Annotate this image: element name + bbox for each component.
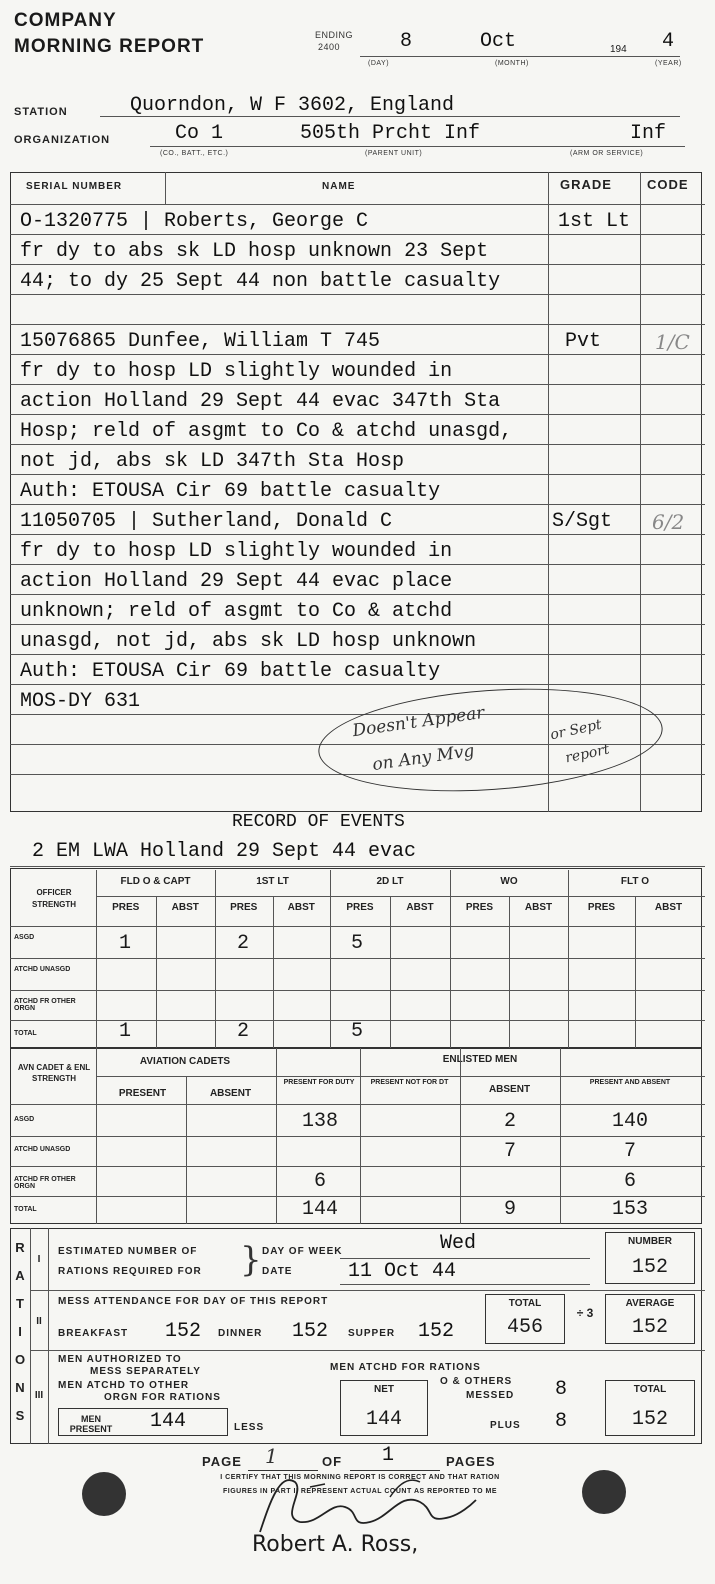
record-of-events-title: RECORD OF EVENTS (232, 812, 405, 832)
year-prefix: 194 (610, 44, 627, 55)
entry-2-header: 15076865 Dunfee, William T 745 (20, 330, 381, 353)
men-atchd-rations-label: MEN ATCHD FOR RATIONS (330, 1362, 481, 1373)
enlisted-row-label: TOTAL (14, 1206, 37, 1213)
enl-asgd-pfd: 138 (301, 1110, 338, 1133)
rations-side-letter: T (16, 1296, 24, 1311)
rations-roman-2: II (36, 1316, 42, 1327)
month-caption: (MONTH) (495, 60, 529, 67)
plus-value: 8 (555, 1410, 568, 1433)
enlisted-row-label: ASGD (14, 1116, 35, 1123)
page-number: 1 (265, 1444, 278, 1468)
ruled-line (10, 234, 705, 235)
breakfast-value: 152 (165, 1320, 202, 1343)
co-caption: (CO., BATT., ETC.) (160, 150, 229, 157)
others-value: 8 (555, 1378, 568, 1401)
avn-enl-label: AVN CADET & ENL STRENGTH (17, 1063, 91, 1083)
enl-unasgd-pa: 7 (623, 1140, 636, 1163)
mess-total-label: TOTAL (508, 1298, 542, 1309)
enlisted-men-label: ENLISTED MEN (442, 1054, 518, 1065)
avn-absent-label: ABSENT (209, 1088, 252, 1099)
pres-label: PRES (230, 902, 258, 913)
pres-label: PRES (112, 902, 140, 913)
plus-label: PLUS (490, 1420, 521, 1431)
day-of-week-label: DAY OF WEEK (262, 1246, 343, 1257)
rations-side-letter: I (18, 1324, 22, 1339)
officer-group-2: 2D LT (376, 876, 404, 887)
entry-2-line-3: Hosp; reld of asgmt to Co & atchd unasgd, (20, 420, 513, 443)
divide-by-three: ÷ 3 (576, 1306, 594, 1320)
average-value: 152 (631, 1316, 668, 1339)
certify-line-2: FIGURES IN PART II REPRESENT ACTUAL COUNT AS REPORTED TO ME (223, 1488, 497, 1495)
ruled-line (10, 414, 705, 415)
punch-hole-left (82, 1472, 126, 1516)
men-atchd-label-2: ORGN FOR RATIONS (104, 1392, 221, 1403)
mess-attendance-label: MESS ATTENDANCE FOR DAY OF THIS REPORT (58, 1296, 329, 1307)
ruled-line (10, 264, 705, 265)
ruled-line (10, 594, 705, 595)
ruled-line (10, 654, 705, 655)
ruled-line (10, 354, 705, 355)
present-for-duty-label: PRESENT FOR DUTY (283, 1079, 355, 1086)
station-label: STATION (14, 106, 68, 118)
ruled-line (10, 384, 705, 385)
number-value: 152 (631, 1256, 668, 1279)
entry-3-line-1: fr dy to hosp LD slightly wounded in (20, 540, 453, 563)
certify-line-1: I CERTIFY THAT THIS MORNING REPORT IS CORRECT AND THAT RATION (220, 1474, 500, 1481)
note-line-2: on Any Mvg (371, 740, 476, 776)
arm-value: Inf (630, 122, 667, 145)
ruled-line (10, 444, 705, 445)
day-caption: (DAY) (368, 60, 390, 67)
officer-group-3: WO (500, 876, 518, 887)
abst-label: ABST (524, 902, 553, 913)
officer-row-label: ASGD (14, 934, 35, 941)
form-title-line2: MORNING REPORT (14, 36, 205, 57)
ruled-line (10, 564, 705, 565)
entry-1-line-2: 44; to dy 25 Sept 44 non battle casualty (20, 270, 501, 293)
ruled-line (10, 624, 705, 625)
rations-side-letter: O (14, 1352, 26, 1367)
officer-group-0: FLD O & CAPT (120, 876, 191, 887)
officer-asgd-2lt: 5 (350, 932, 363, 955)
abst-label: ABST (287, 902, 315, 913)
pres-label: PRES (587, 902, 616, 913)
aviation-cadets-label: AVIATION CADETS (139, 1056, 231, 1067)
number-label: NUMBER (628, 1236, 672, 1247)
average-label: AVERAGE (625, 1298, 675, 1309)
enl-total-abs: 9 (503, 1198, 516, 1221)
enl-asgd-abs: 2 (503, 1110, 516, 1133)
enl-unasgd-abs: 7 (503, 1140, 516, 1163)
entry-1-line-1: fr dy to abs sk LD hosp unknown 23 Sept (20, 240, 489, 263)
less-label: LESS (234, 1422, 265, 1433)
pres-label: PRES (346, 902, 374, 913)
enl-other-pa: 6 (623, 1170, 636, 1193)
officer-total-1lt: 2 (236, 1020, 249, 1043)
mess-total-value: 456 (506, 1316, 543, 1339)
estimated-label-1: ESTIMATED NUMBER OF (58, 1246, 198, 1257)
officer-asgd-fld: 1 (118, 932, 131, 955)
of-label: OF (322, 1454, 343, 1469)
avn-present-label: PRESENT (118, 1088, 167, 1099)
rations-roman-3: III (34, 1390, 44, 1401)
entry-1-header: O-1320775 | Roberts, George C (20, 210, 369, 233)
rations-side-letter: S (15, 1408, 25, 1423)
note-line-1: Doesn't Appear (351, 702, 486, 742)
entry-2-line-4: not jd, abs sk LD 347th Sta Hosp (20, 450, 405, 473)
col-name: NAME (322, 181, 356, 192)
abst-label: ABST (406, 902, 434, 913)
rations-side-letter: A (15, 1268, 25, 1283)
officer-row-label: TOTAL (14, 1030, 37, 1037)
dinner-label: DINNER (218, 1328, 263, 1339)
officer-row-label: ATCHD UNASGD (14, 966, 71, 973)
officer-group-4: FLT O (620, 876, 650, 887)
ruled-line (10, 204, 705, 205)
col-serial: SERIAL NUMBER (26, 181, 123, 192)
brace-icon: } (240, 1240, 262, 1280)
officer-total-fld: 1 (118, 1020, 131, 1043)
enlisted-row-label: ATCHD FR OTHER ORGN (14, 1176, 76, 1190)
col-code: CODE (647, 177, 689, 192)
present-and-absent-label: PRESENT AND ABSENT (589, 1079, 671, 1086)
signer-name: Robert A. Ross, (252, 1532, 419, 1557)
officer-total-2lt: 5 (350, 1020, 363, 1043)
men-atchd-label-1: MEN ATCHD TO OTHER (58, 1380, 190, 1391)
pres-label: PRES (465, 902, 494, 913)
parent-caption: (PARENT UNIT) (365, 150, 423, 157)
rations-side-letter: R (15, 1240, 25, 1255)
entry-3-line-3: unknown; reld of asgmt to Co & atchd (20, 600, 453, 623)
present-not-for-dy-label: PRESENT NOT FOR DT (370, 1079, 449, 1086)
enlisted-row-label: ATCHD UNASGD (14, 1146, 71, 1153)
punch-hole-right (582, 1470, 626, 1514)
station-value: Quorndon, W F 3602, England (130, 94, 455, 117)
pages-label: PAGES (446, 1454, 496, 1469)
men-auth-label-2: MESS SEPARATELY (90, 1366, 201, 1377)
enl-total-pa: 153 (611, 1198, 648, 1221)
ruled-line (10, 324, 705, 325)
entry-3-line-2: action Holland 29 Sept 44 evac place (20, 570, 453, 593)
officer-group-1: 1ST LT (256, 876, 289, 887)
entry-3-header: 11050705 | Sutherland, Donald C (20, 510, 393, 533)
entry-3-line-4: unasgd, not jd, abs sk LD hosp unknown (20, 630, 477, 653)
officer-strength-label-1: OFFICER (36, 888, 72, 897)
year-caption: (YEAR) (655, 60, 682, 67)
entry-2-line-2: action Holland 29 Sept 44 evac 347th Sta (20, 390, 501, 413)
men-present-label: MEN PRESENT (69, 1414, 113, 1434)
page-label: PAGE (202, 1454, 242, 1469)
others-label-1: O & OTHERS (440, 1376, 513, 1387)
men-auth-label-1: MEN AUTHORIZED TO (58, 1354, 182, 1365)
note-line-4: report (563, 741, 611, 767)
officer-asgd-1lt: 2 (236, 932, 249, 955)
abst-label: ABST (171, 902, 199, 913)
enl-total-pfd: 144 (301, 1198, 338, 1221)
arm-caption: (ARM OR SERVICE) (570, 150, 644, 157)
ruled-line (10, 684, 705, 685)
entry-3-grade: S/Sgt (552, 510, 613, 533)
entry-2-grade: Pvt (565, 330, 602, 353)
entry-2-code: 1/C (655, 330, 690, 354)
ruled-line (10, 534, 705, 535)
entry-2-line-1: fr dy to hosp LD slightly wounded in (20, 360, 453, 383)
entry-3-line-6: MOS-DY 631 (20, 690, 141, 713)
ruled-line (10, 294, 705, 295)
company-value: Co 1 (175, 122, 224, 145)
ending-time: 2400 (318, 42, 341, 52)
breakfast-label: BREAKFAST (58, 1328, 129, 1339)
parent-unit-value: 505th Prcht Inf (300, 122, 481, 145)
entry-2-line-5: Auth: ETOUSA Cir 69 battle casualty (20, 480, 441, 503)
of-number: 1 (382, 1444, 395, 1467)
net-value: 144 (365, 1408, 402, 1431)
note-line-3: or Sept (548, 716, 604, 744)
supper-label: SUPPER (348, 1328, 396, 1339)
net-label: NET (374, 1384, 394, 1395)
officer-strength-label-2: STRENGTH (32, 900, 76, 909)
abst-label: ABST (654, 902, 683, 913)
enl-asgd-pa: 140 (611, 1110, 648, 1133)
col-grade: GRADE (560, 177, 612, 192)
estimated-label-2: RATIONS REQUIRED FOR (58, 1266, 202, 1277)
rations-roman-1: I (37, 1254, 41, 1265)
rations-total-label: TOTAL (633, 1384, 667, 1395)
ruled-line (10, 504, 705, 505)
rations-side-letter: N (15, 1380, 25, 1395)
enl-other-pfd: 6 (313, 1170, 326, 1193)
entry-3-code: 6/2 (652, 510, 685, 534)
report-year: 4 (662, 30, 675, 53)
date-label: DATE (262, 1266, 293, 1277)
organization-label: ORGANIZATION (14, 134, 111, 146)
record-of-events-text: 2 EM LWA Holland 29 Sept 44 evac (32, 840, 417, 863)
report-day: 8 (400, 30, 413, 53)
entry-1-grade: 1st Lt (558, 210, 631, 233)
dinner-value: 152 (292, 1320, 329, 1343)
men-present-value: 144 (150, 1410, 187, 1433)
supper-value: 152 (418, 1320, 455, 1343)
ruled-line (10, 474, 705, 475)
enlisted-absent-label: ABSENT (488, 1084, 531, 1095)
ending-label: ENDING (315, 30, 354, 40)
day-of-week-value: Wed (440, 1232, 477, 1255)
form-title-line1: COMPANY (14, 10, 117, 31)
date-value: 11 Oct 44 (348, 1260, 457, 1283)
officer-row-label: ATCHD FR OTHER ORGN (14, 998, 76, 1012)
report-month: Oct (480, 30, 517, 53)
entry-3-line-5: Auth: ETOUSA Cir 69 battle casualty (20, 660, 441, 683)
signature (250, 1462, 480, 1542)
others-label-2: MESSED (466, 1390, 515, 1401)
rations-total-value: 152 (631, 1408, 668, 1431)
